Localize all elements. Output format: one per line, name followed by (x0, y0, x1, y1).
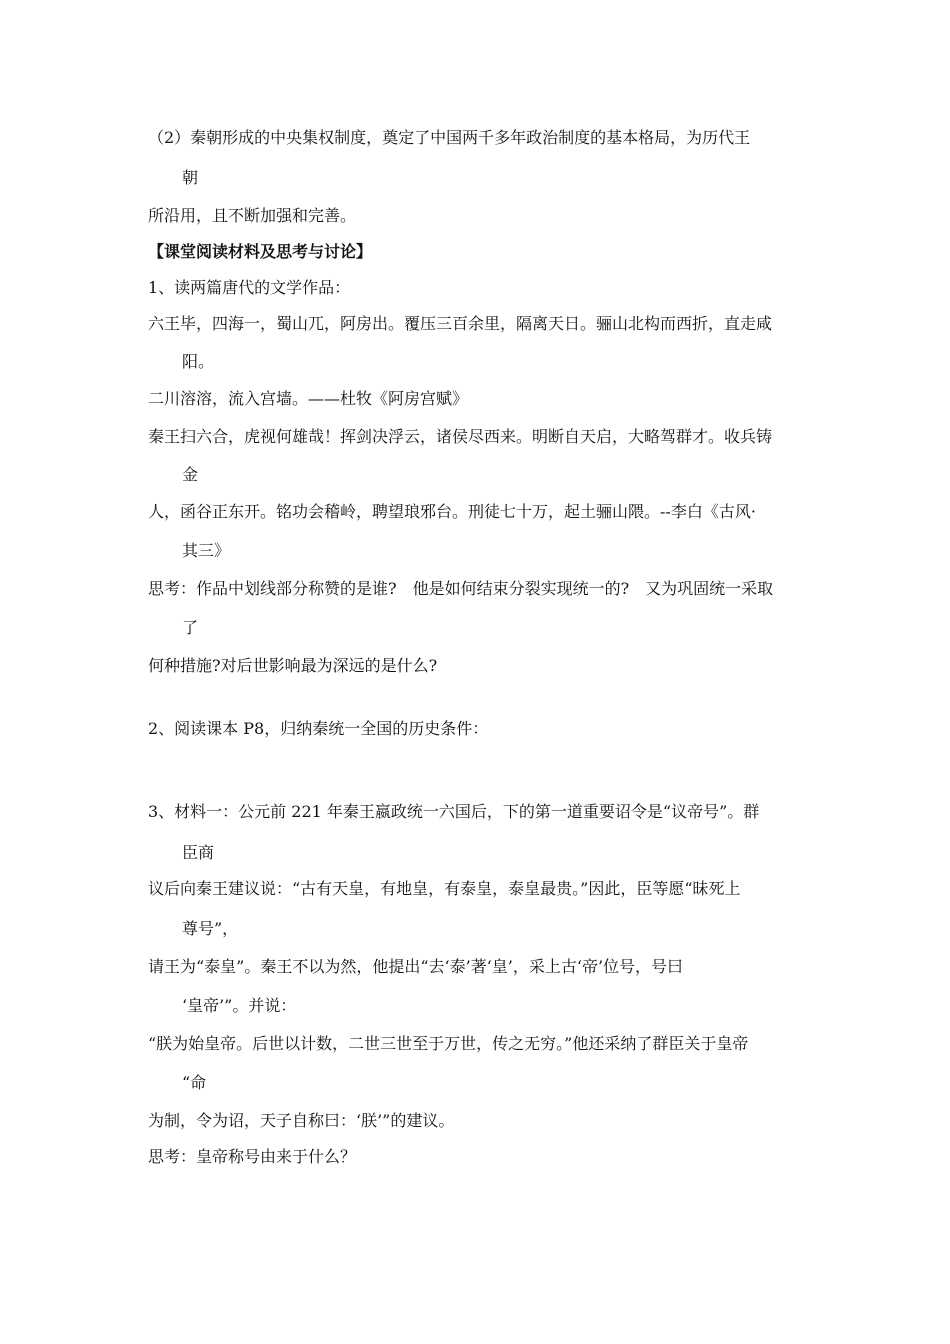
text-line: 臣商 (182, 843, 215, 862)
text-line: 为制，令为诏，天子自称曰：‘朕’”的建议。 (148, 1111, 455, 1130)
text-line: 金 (182, 465, 199, 484)
text-line: 了 (182, 618, 199, 637)
text-line: 朝 (182, 168, 199, 187)
text-line: 3、材料一：公元前 221 年秦王嬴政统一六国后，下的第一道重要诏令是“议帝号”。群 (148, 802, 760, 821)
text-line: 六王毕，四海一，蜀山兀，阿房出。覆压三百余里，隔离天日。骊山北构而西折，直走咸 (148, 314, 773, 333)
text-line: 尊号”， (182, 919, 239, 938)
text-line: 思考：皇帝称号由来于什么？ (148, 1147, 357, 1166)
text-line: 秦王扫六合，虎视何雄哉！挥剑决浮云，诸侯尽西来。明断自天启，大略驾群才。收兵铸 (148, 427, 773, 446)
text-line: （2）秦朝形成的中央集权制度，奠定了中国两千多年政治制度的基本格局，为历代王 (148, 128, 751, 147)
text-line: 阳。 (182, 352, 215, 371)
text-line: 所沿用，且不断加强和完善。 (148, 206, 357, 225)
text-line: 人，函谷正东开。铭功会稽岭，聘望琅邪台。刑徒七十万，起土骊山隈。--李白《古风· (148, 502, 756, 521)
text-line: ‘皇帝’”。并说： (182, 996, 297, 1015)
text-line: 何种措施?对后世影响最为深远的是什么? (148, 656, 438, 675)
text-line: 二川溶溶，流入宫墙。——杜牧《阿房宫赋》 (148, 389, 469, 408)
text-line: 议后向秦王建议说：“古有天皇，有地皇，有泰皇，泰皇最贵。”因此，臣等愿“昧死上 (148, 879, 741, 898)
text-line: “朕为始皇帝。后世以计数，二世三世至于万世，传之无穷。”他还采纳了群臣关于皇帝 (148, 1034, 749, 1053)
text-line: 其三》 (182, 541, 231, 560)
text-line: 2、阅读课本 P8，归纳秦统一全国的历史条件： (148, 719, 489, 738)
text-line: “命 (182, 1073, 207, 1092)
section-heading: 【课堂阅读材料及思考与讨论】 (148, 242, 373, 261)
text-line: 请王为“泰皇”。秦王不以为然，他提出“去‘泰’著‘皇’，采上古‘帝’位号，号曰 (148, 957, 684, 976)
text-line: 1、读两篇唐代的文学作品： (148, 278, 351, 297)
text-line: 思考：作品中划线部分称赞的是谁? 他是如何结束分裂实现统一的? 又为巩固统一采取 (148, 579, 774, 598)
